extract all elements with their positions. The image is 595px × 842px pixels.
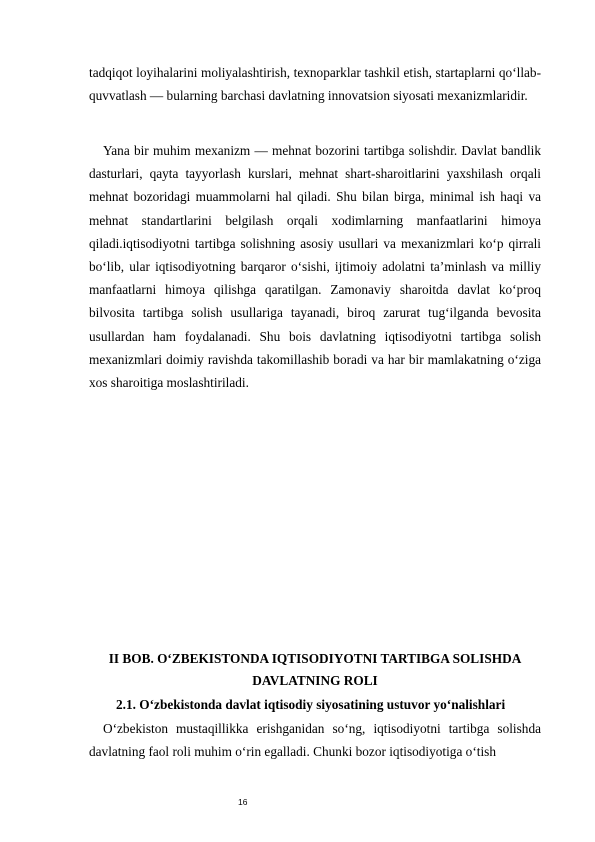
section-heading: 2.1. O‘zbekistonda davlat iqtisodiy siyosatining ustuvor yo‘nalishlari [116, 697, 506, 712]
chapter-heading: II BOB. O‘ZBEKISTONDA IQTISODIYOTNI TARTIBGA SOLISHDA DAVLATNING ROLI [108, 651, 522, 688]
body-paragraph-2: Yana bir muhim mexanizm — mehnat bozorini tartibga solishdir. Davlat bandlik dasturlari, qayta tayyorlash kurslari, mehnat shart-sharoitlarini yaxshilash orqali mehnat bozoridagi muammolarni hal qiladi. Shu bilan birga, minimal ish haqi va mehnat standartlarini belgilash orqali xodimlarning manfaatlarini himoya qiladi.iqtisodiyotni tartibga solishning asosiy usullari va mexanizmlari ko‘p qirrali bo‘lib, ular iqtisodiyotning barqaror o‘sishi, ijtimoiy adolatni ta’minlash va milliy manfaatlarni himoya qilishga qaratilgan. Zamonaviy sharoitda davlat ko‘proq bilvosita tartibga solish usullariga tayanadi, biroq zarurat tug‘ilganda bevosita usullardan ham foydalanadi. Shu bois davlatning iqtisodiyotni tartibga solish mexanizmlari doimiy ravishda takomillashib boradi va har bir mamlakatning o‘ziga xos sharoitiga moslashtiriladi. [89, 143, 541, 391]
page-number: 16 [238, 797, 248, 807]
body-paragraph-3: O‘zbekiston mustaqillikka erishganidan so‘ng, iqtisodiyotni tartibga solishda davlatning faol roli muhim o‘rin egalladi. Chunki bozor iqtisodiyotiga o‘tish [89, 721, 541, 760]
body-paragraph-1: tadqiqot loyihalarini moliyalashtirish, texnoparklar tashkil etish, startaplarni qo‘llab-quvvatlash — bularning barchasi davlatning innovatsion siyosati mexanizmlaridir. [89, 65, 541, 104]
